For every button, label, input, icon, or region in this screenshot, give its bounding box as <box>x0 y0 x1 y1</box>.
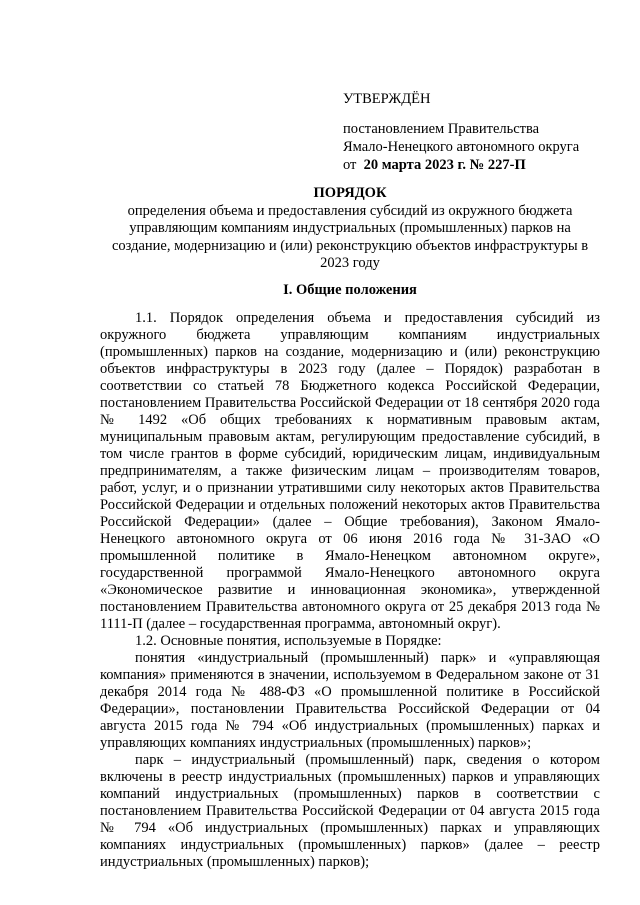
approval-line-1: постановлением Правительства <box>343 121 540 137</box>
document-body <box>100 310 600 871</box>
approval-date-line <box>343 156 623 174</box>
approval-stamp <box>343 90 623 174</box>
document-subtitle: определения объема и предоставления субсидий из окружного бюджета управляющим компаниям индустриальных (промышленных) парков на создание, модернизацию и (или) реконструкцию объектов инфраструктуры в 2023 году <box>111 202 589 271</box>
approval-date-value: 20 марта 2023 г. № 227-П <box>363 157 526 173</box>
document-title: ПОРЯДОК <box>313 185 387 201</box>
document-title-block <box>100 185 600 273</box>
approval-date-prefix: от <box>343 157 357 173</box>
paragraph-definition-2: парк – индустриальный (промышленный) парк, сведения о котором включены в реестр индустриальных (промышленных) парков и управляющих компаний индустриальных (промышленных) парков в соответствии с постановлением Правительства Российской Федерации от 04 августа 2015 года № 794 «Об индустриальных (промышленных) парках и управляющих компаниях индустриальных (промышленных) парков» (далее – реестр индустриальных (промышленных) парков); <box>100 752 600 870</box>
section-heading: I. Общие положения <box>283 282 417 298</box>
paragraph-definition-1: понятия «индустриальный (промышленный) парк» и «управляющая компания» применяются в значении, используемом в Федеральном законе от 31 декабря 2014 года № 488-ФЗ «О промышленной политике в Российской Федерации», постановлении Правительства Российской Федерации от 04 августа 2015 года № 794 «Об индустриальных (промышленных) парках и управляющих компаниях индустриальных (промышленных) парков»; <box>100 650 600 751</box>
approval-line-2: Ямало-Ненецкого автономного округа <box>343 139 580 155</box>
approved-label: УТВЕРЖДЁН <box>343 91 431 107</box>
paragraph-1-2: 1.2. Основные понятия, используемые в Порядке: <box>135 633 442 649</box>
paragraph-1-1: 1.1. Порядок определения объема и предоставления субсидий из окружного бюджета управляющим компаниям индустриальных (промышленных) парков на создание, модернизацию и (или) реконструкцию объектов инфраструктуры в 2023 году (далее – Порядок) разработан в соответствии со статьей 78 Бюджетного кодекса Российской Федерации, постановлением Правительства Российской Федерации от 18 сентября 2020 года № 1492 «Об общих требованиях к нормативным правовым актам, муниципальным правовым актам, регулирующим предоставление субсидий, в том числе грантов в форме субсидий, юридическим лицам, индивидуальным предпринимателям, а также физическим лицам – производителям товаров, работ, услуг, и о признании утратившими силу некоторых актов Правительства Российской Федерации и отдельных положений некоторых актов Правительства Российской Федерации» (далее – Общие требования), Законом Ямало-Ненецкого автономного округа от 06 июня 2016 года № 31-ЗАО «О промышленной политике в Ямало-Ненецком автономном округе», государственной программой Ямало-Ненецкого автономного округа «Экономическое развитие и инновационная экономика», утвержденной постановлением Правительства автономного округа от 25 декабря 2013 года № 1111-П (далее – государственная программа, автономный округ). <box>100 310 600 632</box>
